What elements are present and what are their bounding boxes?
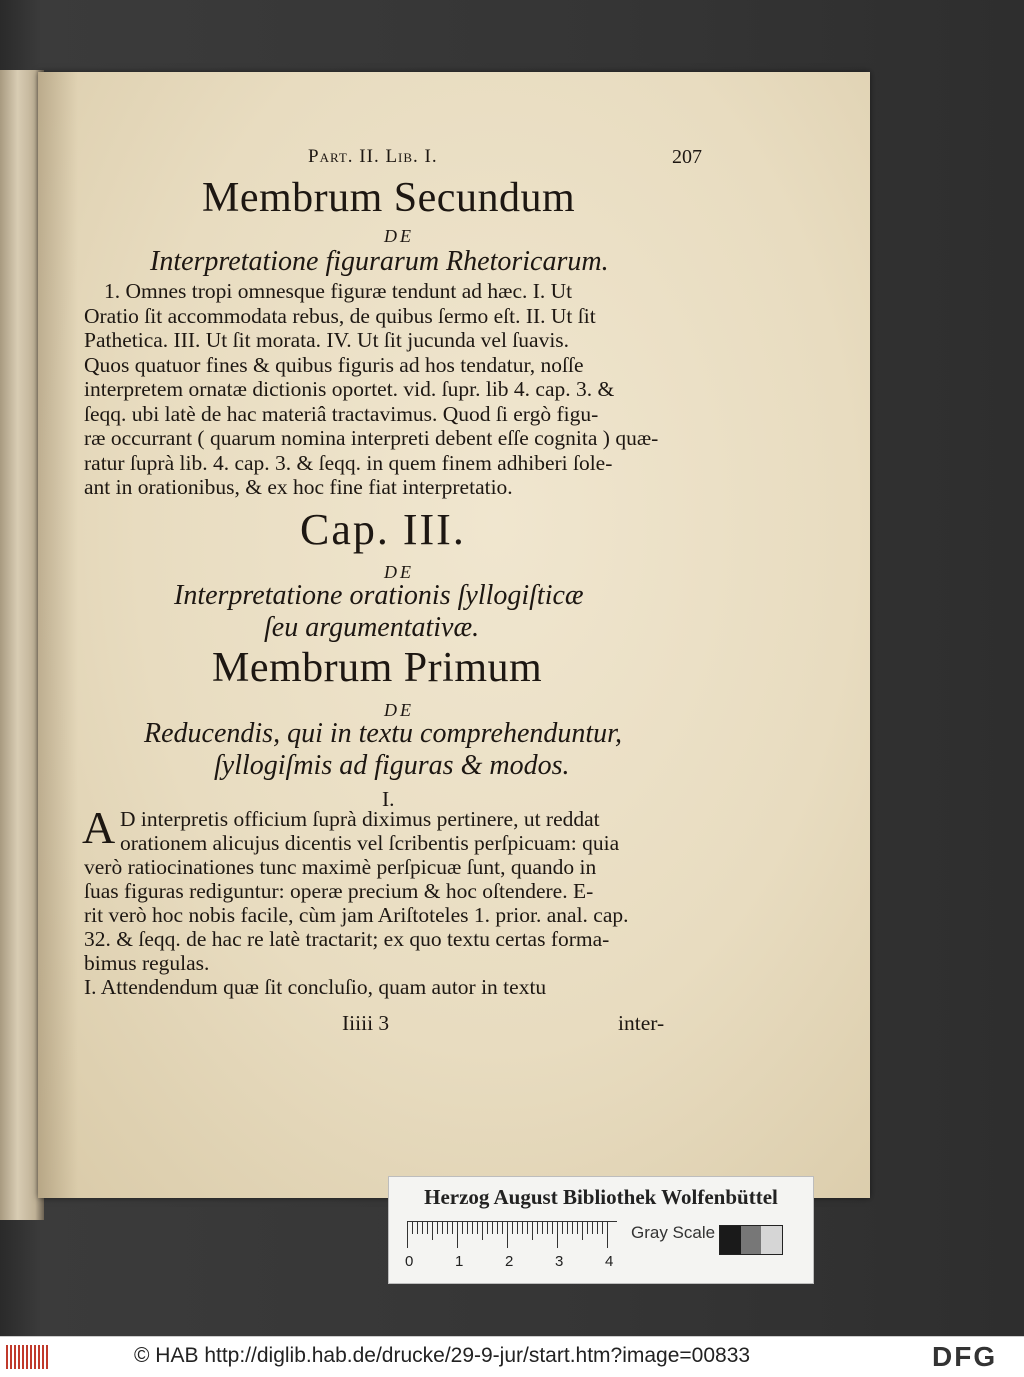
ruler-tick <box>562 1222 563 1234</box>
ruler-tick <box>497 1222 498 1234</box>
drop-capital: A <box>82 802 116 853</box>
ruler-tick <box>407 1222 408 1248</box>
ruler-tick <box>582 1222 583 1240</box>
gray-swatch <box>720 1226 741 1254</box>
ruler-tick <box>467 1222 468 1234</box>
ruler-tick <box>542 1222 543 1234</box>
text-line: verò ratiocinationes tunc maximè perſpicuæ ſunt, quando in <box>84 855 597 879</box>
ruler-tick <box>552 1222 553 1234</box>
subheading-figurarum: Interpretatione figurarum Rhetoricarum. <box>150 246 609 277</box>
archive-label <box>388 1176 814 1284</box>
text-line: rit verò hoc nobis facile, cùm jam Ariſtoteles 1. prior. anal. cap. <box>84 903 629 927</box>
text-line: interpretem ornatæ dictionis oportet. vid. ſupr. lib 4. cap. 3. & <box>84 377 615 401</box>
ruler-tick <box>427 1222 428 1234</box>
ruler-tick <box>607 1222 608 1248</box>
text-line: orationem alicujus dicentis vel ſcribentis perſpicuam: quia <box>120 831 620 855</box>
gray-swatch <box>741 1226 762 1254</box>
ruler-tick <box>527 1222 528 1234</box>
ruler-tick <box>462 1222 463 1234</box>
footer-bar <box>0 1336 1024 1377</box>
ruler-tick <box>472 1222 473 1234</box>
text-line: bimus regulas. <box>84 951 210 975</box>
ruler-tick <box>507 1222 508 1248</box>
ruler-tick <box>602 1222 603 1234</box>
ruler-tick <box>447 1222 448 1234</box>
ruler-tick <box>597 1222 598 1234</box>
subheading-argumentativae: ſeu argumentativæ. <box>264 612 480 643</box>
ruler-number: 3 <box>555 1253 564 1270</box>
ruler-tick <box>412 1222 413 1234</box>
ruler-tick <box>547 1222 548 1234</box>
signature-mark: Iiiii 3 <box>342 1011 390 1035</box>
ruler-tick <box>482 1222 483 1240</box>
ruler-tick <box>417 1222 418 1234</box>
text-line: Quos quatuor fines & quibus figuris ad hos tendatur, noſſe <box>84 352 584 377</box>
gray-swatch <box>761 1226 782 1254</box>
ruler-tick <box>457 1222 458 1248</box>
ruler-tick <box>532 1222 533 1240</box>
text-line: 32. & ſeqq. de hac re latè tractarit; ex quo textu certas forma- <box>84 927 610 951</box>
ruler-tick <box>452 1222 453 1234</box>
text-line: ræ occurrant ( quarum nomina interpreti debent eſſe cognita ) quæ- <box>84 426 659 450</box>
ruler-tick <box>592 1222 593 1234</box>
ruler-tick <box>432 1222 433 1240</box>
dfg-logo: DFG <box>932 1341 998 1372</box>
text-line: Pathetica. III. Ut ſit morata. IV. Ut ſit jucunda vel ſuavis. <box>84 328 570 352</box>
ruler-number: 0 <box>405 1253 414 1270</box>
text-line: I. Attendendum quæ ſit concluſio, quam autor in textu <box>84 975 547 999</box>
ruler-tick <box>572 1222 573 1234</box>
de-label-1: DE <box>384 226 414 246</box>
ruler-tick <box>577 1222 578 1234</box>
archive-title: Herzog August Bibliothek Wolfenbüttel <box>424 1185 778 1209</box>
gray-scale-label: Gray Scale <box>631 1223 716 1242</box>
ruler-tick <box>522 1222 523 1234</box>
ruler-tick <box>502 1222 503 1234</box>
ruler-tick <box>477 1222 478 1234</box>
text-line: ratur ſuprà lib. 4. cap. 3. & ſeqq. in quem finem adhiberi ſole- <box>84 450 613 475</box>
text-line: Oratio ſit accommodata rebus, de quibus ſermo eſt. II. Ut ſit <box>84 303 596 328</box>
ruler-number: 1 <box>455 1253 464 1270</box>
chapter-heading: Cap. III. <box>300 505 466 554</box>
ruler-tick <box>512 1222 513 1234</box>
ruler-tick <box>442 1222 443 1234</box>
de-label-2: DE <box>384 562 414 582</box>
ruler-tick <box>587 1222 588 1234</box>
text-line: ant in orationibus, & ex hoc fine fiat interpretatio. <box>84 475 513 499</box>
ruler-tick <box>492 1222 493 1234</box>
heading-membrum-primum: Membrum Primum <box>212 645 543 691</box>
catchword: inter- <box>618 1011 665 1035</box>
text-line: 1. Omnes tropi omnesque figuræ tendunt ad hæc. I. Ut <box>104 279 573 303</box>
ruler-tick <box>487 1222 488 1234</box>
heading-membrum-secundum: Membrum Secundum <box>202 175 576 221</box>
gray-scale-swatch <box>719 1225 783 1255</box>
subheading-syllogismis: ſyllogiſmis ad figuras & modos. <box>214 750 570 781</box>
ruler-number: 4 <box>605 1253 614 1270</box>
ruler-tick <box>422 1222 423 1234</box>
section-number: I. <box>382 787 395 811</box>
hab-logo-icon <box>6 1345 48 1369</box>
de-label-3: DE <box>384 700 414 720</box>
ruler-tick <box>517 1222 518 1234</box>
subheading-reducendis: Reducendis, qui in textu comprehenduntur, <box>144 718 622 749</box>
ruler-tick <box>437 1222 438 1234</box>
text-line: D interpretis officium ſuprà diximus pertinere, ut reddat <box>120 807 600 831</box>
footer-copyright-url[interactable]: © HAB http://diglib.hab.de/drucke/29-9-jur/start.htm?image=00833 <box>134 1344 751 1367</box>
ruler-tick <box>537 1222 538 1234</box>
subheading-syllogisticae: Interpretatione orationis ſyllogiſticæ <box>174 580 584 611</box>
ruler-tick <box>557 1222 558 1248</box>
running-head: Part. II. Lib. I. <box>308 146 438 167</box>
ruler-number: 2 <box>505 1253 514 1270</box>
book-page <box>38 72 870 1198</box>
text-line: ſeqq. ubi latè de hac materiâ tractavimus. Quod ſi ergò figu- <box>84 401 599 426</box>
ruler-tick <box>567 1222 568 1234</box>
text-line: ſuas figuras rediguntur: operæ precium & hoc oſtendere. E- <box>84 879 594 903</box>
measurement-ruler <box>407 1221 617 1250</box>
page-number: 207 <box>672 146 702 168</box>
